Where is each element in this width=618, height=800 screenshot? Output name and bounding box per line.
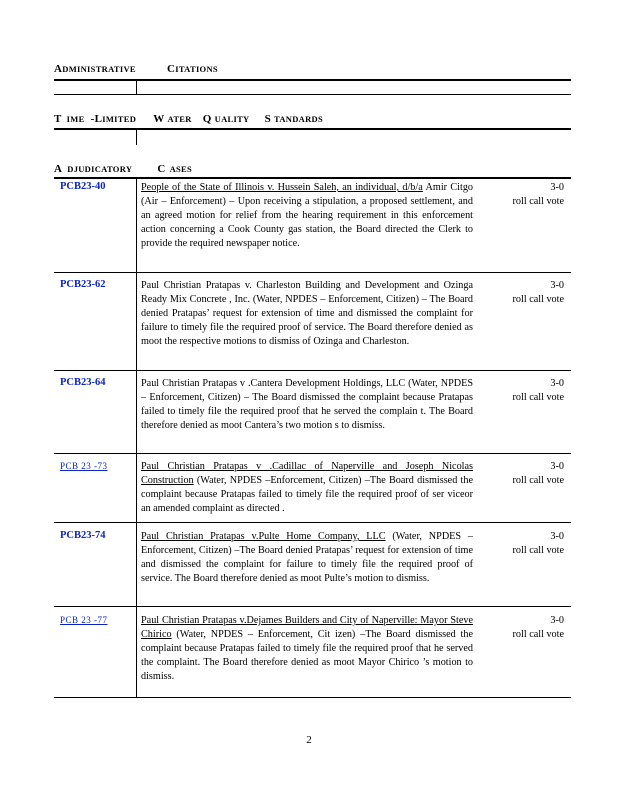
vote-result: 3-0 roll call vote xyxy=(512,615,564,640)
row-separator xyxy=(54,272,571,273)
case-title: Paul Christian Pratapas v.Pulte Home Company, LLC xyxy=(141,531,386,542)
case-body: Amir Citgo (Air – Enforcement) – Upon receiving a stipulation, a proposed settlement, and an agreed motion for relief from the hearing requirement in this enforcement action concerning a Cook County gas station, the Board directed the Clerk to provide the required newspaper notice. xyxy=(141,182,474,249)
case-body: (Water, NPDES – Enforcement, Cit izen) –The Board dismissed the complaint because Pratapas failed to timely file the required proof that he served the complaint. The Board therefore denied as moot Mayor Chirico ’s motion to dismiss. xyxy=(141,629,473,682)
vote-result: 3-0 roll call vote xyxy=(512,378,564,403)
row-separator xyxy=(54,522,571,523)
case-title: Paul Christian Pratapas v .Cadillac of Naperville and Joseph Nicolas Construction xyxy=(141,461,473,486)
case-description xyxy=(141,530,473,586)
case-body: Paul Christian Pratapas v .Cantera Development Holdings, LLC (Water, NPDES – Enforcement, Citizen) – The Board dismissed the complaint because Pratapas failed to timely file the required proof that he served the complain t. The Board therefore denied as moot Cantera’s two motion s to dismiss. xyxy=(141,378,473,431)
case-description xyxy=(141,614,473,684)
vote-result: 3-0 roll call vote xyxy=(512,280,564,305)
admin-divider xyxy=(136,80,137,94)
case-title: People of the State of Illinois v. Hussein Saleh, an individual, d/b/a xyxy=(141,182,423,193)
adjudicatory-divider xyxy=(136,178,137,698)
case-number-link[interactable]: PCB 23 -73 xyxy=(60,461,108,471)
row-separator xyxy=(54,453,571,454)
case-description xyxy=(141,377,473,433)
vote-result: 3-0 roll call vote xyxy=(512,461,564,486)
row-separator xyxy=(54,606,571,607)
tlwqs-divider xyxy=(136,129,137,145)
row-separator xyxy=(54,370,571,371)
case-title: Paul Christian Pratapas v.Dejames Builders and City of Naperville: Mayor Steve Chirico xyxy=(141,615,473,640)
case-number-link[interactable]: PCB 23 -77 xyxy=(60,615,108,625)
case-number-link[interactable]: PCB23-62 xyxy=(60,279,106,290)
case-number-link[interactable]: PCB23-40 xyxy=(60,181,106,192)
tlwqs-rule-top xyxy=(54,128,571,130)
time-limited-wqs-heading: T IME -LIMITED W ATER Q UALITY S TANDARDS xyxy=(54,113,323,125)
case-body: (Water, NPDES –Enforcement, Citizen) –The Board dismissed the complaint because Pratapas failed to timely file the required proof of ser viceor an amended complaint as directed . xyxy=(141,475,473,514)
admin-rule-top xyxy=(54,79,571,81)
case-number-link[interactable]: PCB23-74 xyxy=(60,530,106,541)
page-number: 2 xyxy=(306,734,312,746)
case-body: (Water, NPDES –Enforcement, Citizen) –The Board denied Pratapas’ request for extension of time and dismissed the complaint for failure to timely file the required proof of service. The Board therefore denied as moot Pulte’s motion to dismiss. xyxy=(141,531,473,584)
case-description xyxy=(141,279,473,349)
vote-result: 3-0 roll call vote xyxy=(512,531,564,556)
table-bottom-rule xyxy=(54,697,571,698)
case-body: Paul Christian Pratapas v. Charleston Building and Development and Ozinga Ready Mix Concrete , Inc. (Water, NPDES – Enforcement, Citizen) – The Board denied Pratapas’ request for extension of time and dismissed the complaint for failure to timely file the required proof of service. The Board therefore denied as moot the respective motions to dismiss of Ozinga and Charleston. xyxy=(141,280,473,347)
case-description xyxy=(141,181,473,251)
vote-result: 3-0 roll call vote xyxy=(512,182,564,207)
case-number-link[interactable]: PCB23-64 xyxy=(60,377,106,388)
case-description xyxy=(141,460,473,516)
admin-rule-bottom xyxy=(54,94,571,95)
adjudicatory-rule-top xyxy=(54,177,571,179)
adjudicatory-cases-heading: A DJUDICATORY C ASES xyxy=(54,163,193,175)
administrative-citations-heading: ADMINISTRATIVE CITATIONS xyxy=(54,63,218,75)
